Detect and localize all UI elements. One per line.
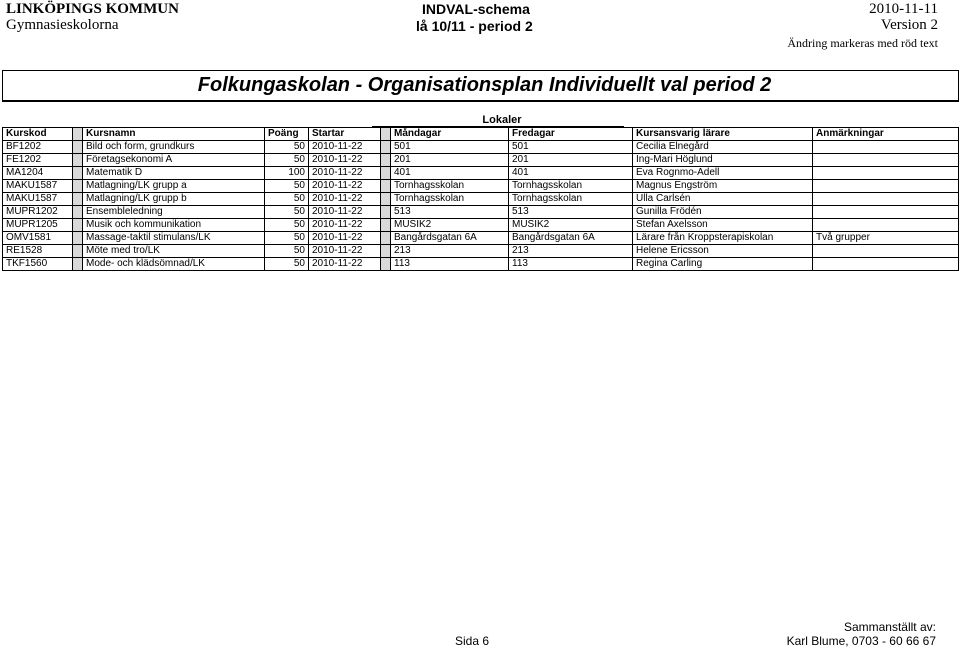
column-gap bbox=[381, 154, 391, 167]
cell-kurskod: BF1202 bbox=[3, 141, 73, 154]
cell-poang: 50 bbox=[265, 154, 309, 167]
cell-startar: 2010-11-22 bbox=[309, 245, 381, 258]
cell-kurskod: RE1528 bbox=[3, 245, 73, 258]
col-startar: Startar bbox=[309, 128, 381, 141]
column-gap bbox=[73, 154, 83, 167]
cell-larare: Ulla Carlsén bbox=[633, 193, 813, 206]
column-gap bbox=[73, 180, 83, 193]
col-mandagar: Måndagar bbox=[391, 128, 509, 141]
cell-mandagar: 513 bbox=[391, 206, 509, 219]
cell-kursnamn: Matlagning/LK grupp a bbox=[83, 180, 265, 193]
column-gap bbox=[381, 232, 391, 245]
page-title: Folkungaskolan - Organisationsplan Individuellt val period 2 bbox=[197, 74, 772, 96]
cell-mandagar: MUSIK2 bbox=[391, 219, 509, 232]
cell-kursnamn: Möte med tro/LK bbox=[83, 245, 265, 258]
cell-kursnamn: Bild och form, grundkurs bbox=[83, 141, 265, 154]
col-anmarkningar: Anmärkningar bbox=[813, 128, 959, 141]
cell-anmarkningar bbox=[813, 141, 959, 154]
cell-mandagar: Tornhagsskolan bbox=[391, 193, 509, 206]
cell-anmarkningar bbox=[813, 206, 959, 219]
table-row bbox=[3, 167, 959, 180]
cell-larare: Magnus Engström bbox=[633, 180, 813, 193]
cell-fredagar: 201 bbox=[509, 154, 633, 167]
title-band bbox=[2, 70, 959, 102]
table-row bbox=[3, 193, 959, 206]
cell-startar: 2010-11-22 bbox=[309, 193, 381, 206]
cell-kursnamn: Matlagning/LK grupp b bbox=[83, 193, 265, 206]
cell-kurskod: FE1202 bbox=[3, 154, 73, 167]
column-gap bbox=[381, 219, 391, 232]
cell-poang: 50 bbox=[265, 180, 309, 193]
cell-kurskod: MAKU1587 bbox=[3, 193, 73, 206]
table-row bbox=[3, 141, 959, 154]
col-poang: Poäng bbox=[265, 128, 309, 141]
column-gap bbox=[73, 245, 83, 258]
cell-poang: 50 bbox=[265, 193, 309, 206]
table-header-row bbox=[3, 128, 959, 141]
document-subtitle: lå 10/11 - period 2 bbox=[416, 18, 533, 34]
document-version: Version 2 bbox=[880, 17, 938, 33]
cell-fredagar: 501 bbox=[509, 141, 633, 154]
cell-startar: 2010-11-22 bbox=[309, 141, 381, 154]
column-gap bbox=[381, 193, 391, 206]
cell-poang: 50 bbox=[265, 141, 309, 154]
cell-startar: 2010-11-22 bbox=[309, 232, 381, 245]
cell-anmarkningar bbox=[813, 154, 959, 167]
cell-larare: Lärare från Kroppsterapiskolan bbox=[633, 232, 813, 245]
column-gap bbox=[381, 128, 391, 141]
lokaler-group-header: Lokaler bbox=[482, 114, 522, 126]
page-number: Sida 6 bbox=[455, 634, 490, 648]
course-schedule-table bbox=[2, 127, 959, 271]
cell-kurskod: OMV1581 bbox=[3, 232, 73, 245]
cell-kursnamn: Ensembleledning bbox=[83, 206, 265, 219]
cell-fredagar: 401 bbox=[509, 167, 633, 180]
cell-larare: Eva Rognmo-Adell bbox=[633, 167, 813, 180]
col-fredagar: Fredagar bbox=[509, 128, 633, 141]
cell-startar: 2010-11-22 bbox=[309, 180, 381, 193]
cell-kursnamn: Företagsekonomi A bbox=[83, 154, 265, 167]
cell-larare: Stefan Axelsson bbox=[633, 219, 813, 232]
compiled-by-label: Sammanställt av: bbox=[843, 620, 936, 634]
cell-startar: 2010-11-22 bbox=[309, 154, 381, 167]
cell-mandagar: 201 bbox=[391, 154, 509, 167]
cell-mandagar: 213 bbox=[391, 245, 509, 258]
cell-startar: 2010-11-22 bbox=[309, 258, 381, 271]
column-gap bbox=[381, 206, 391, 219]
document-title: INDVAL-schema bbox=[422, 1, 530, 17]
cell-larare: Regina Carling bbox=[633, 258, 813, 271]
column-gap bbox=[73, 232, 83, 245]
table-row bbox=[3, 180, 959, 193]
table-row bbox=[3, 219, 959, 232]
cell-poang: 50 bbox=[265, 219, 309, 232]
column-gap bbox=[73, 128, 83, 141]
organization-name: LINKÖPINGS KOMMUN bbox=[6, 1, 179, 17]
cell-startar: 2010-11-22 bbox=[309, 206, 381, 219]
cell-poang: 50 bbox=[265, 206, 309, 219]
school-name: Gymnasieskolorna bbox=[6, 17, 119, 33]
cell-poang: 50 bbox=[265, 258, 309, 271]
col-kursnamn: Kursnamn bbox=[83, 128, 265, 141]
column-gap bbox=[73, 219, 83, 232]
cell-anmarkningar bbox=[813, 180, 959, 193]
cell-fredagar: 213 bbox=[509, 245, 633, 258]
cell-kurskod: TKF1560 bbox=[3, 258, 73, 271]
column-gap bbox=[73, 206, 83, 219]
cell-fredagar: Bangårdsgatan 6A bbox=[509, 232, 633, 245]
cell-anmarkningar: Två grupper bbox=[813, 232, 959, 245]
compiled-by: Karl Blume, 0703 - 60 66 67 bbox=[786, 634, 936, 648]
cell-anmarkningar bbox=[813, 219, 959, 232]
cell-mandagar: Bangårdsgatan 6A bbox=[391, 232, 509, 245]
column-gap bbox=[73, 141, 83, 154]
cell-startar: 2010-11-22 bbox=[309, 219, 381, 232]
cell-kursnamn: Matematik D bbox=[83, 167, 265, 180]
cell-kurskod: MAKU1587 bbox=[3, 180, 73, 193]
cell-fredagar: Tornhagsskolan bbox=[509, 180, 633, 193]
table-row bbox=[3, 232, 959, 245]
column-gap bbox=[381, 167, 391, 180]
cell-mandagar: 501 bbox=[391, 141, 509, 154]
column-gap bbox=[381, 180, 391, 193]
cell-larare: Helene Ericsson bbox=[633, 245, 813, 258]
document-date: 2010-11-11 bbox=[869, 1, 938, 17]
cell-kurskod: MA1204 bbox=[3, 167, 73, 180]
cell-fredagar: MUSIK2 bbox=[509, 219, 633, 232]
table-row bbox=[3, 258, 959, 271]
column-gap bbox=[381, 141, 391, 154]
column-gap bbox=[381, 245, 391, 258]
cell-poang: 50 bbox=[265, 245, 309, 258]
cell-larare: Ing-Mari Höglund bbox=[633, 154, 813, 167]
column-gap bbox=[73, 193, 83, 206]
cell-anmarkningar bbox=[813, 258, 959, 271]
cell-kursnamn: Massage-taktil stimulans/LK bbox=[83, 232, 265, 245]
cell-mandagar: Tornhagsskolan bbox=[391, 180, 509, 193]
cell-fredagar: Tornhagsskolan bbox=[509, 193, 633, 206]
cell-fredagar: 113 bbox=[509, 258, 633, 271]
column-gap bbox=[73, 167, 83, 180]
cell-larare: Gunilla Frödén bbox=[633, 206, 813, 219]
cell-mandagar: 401 bbox=[391, 167, 509, 180]
cell-kurskod: MUPR1202 bbox=[3, 206, 73, 219]
col-kurskod: Kurskod bbox=[3, 128, 73, 141]
cell-kurskod: MUPR1205 bbox=[3, 219, 73, 232]
cell-kursnamn: Mode- och klädsömnad/LK bbox=[83, 258, 265, 271]
cell-fredagar: 513 bbox=[509, 206, 633, 219]
change-note: Ändring markeras med röd text bbox=[787, 36, 938, 50]
column-gap bbox=[73, 258, 83, 271]
cell-anmarkningar bbox=[813, 167, 959, 180]
table-row bbox=[3, 206, 959, 219]
cell-mandagar: 113 bbox=[391, 258, 509, 271]
cell-startar: 2010-11-22 bbox=[309, 167, 381, 180]
cell-anmarkningar bbox=[813, 245, 959, 258]
table-row bbox=[3, 245, 959, 258]
column-gap bbox=[381, 258, 391, 271]
cell-anmarkningar bbox=[813, 193, 959, 206]
table-row bbox=[3, 154, 959, 167]
col-larare: Kursansvarig lärare bbox=[633, 128, 813, 141]
cell-poang: 50 bbox=[265, 232, 309, 245]
cell-poang: 100 bbox=[265, 167, 309, 180]
cell-kursnamn: Musik och kommunikation bbox=[83, 219, 265, 232]
cell-larare: Cecilia Elnegård bbox=[633, 141, 813, 154]
